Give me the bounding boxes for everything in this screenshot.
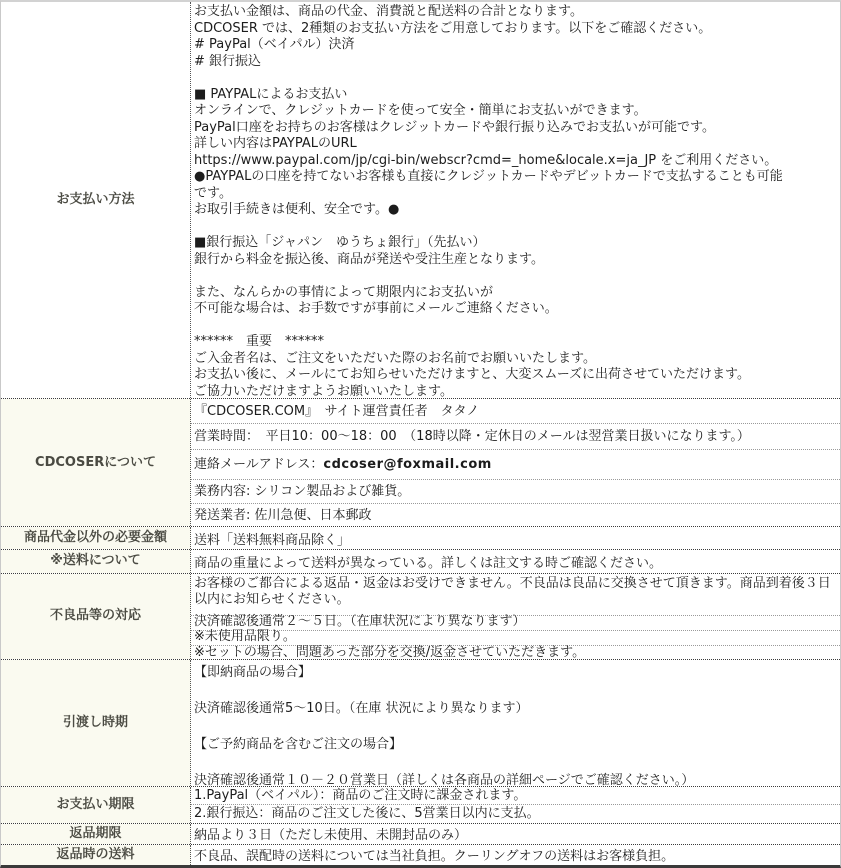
row-label-delivery-time: 引渡し時期: [1, 660, 191, 786]
text-line: ****** 重要 ******: [194, 334, 325, 349]
about-content: [191, 399, 840, 526]
row-payment-deadline: [1, 787, 840, 824]
row-label-about: CDCOSERについて: [1, 399, 191, 526]
text-line: 決済確認後通常１０－２０営業日（詳しくは各商品の詳細ページでご確認ください。）: [194, 772, 695, 786]
text-line: CDCOSER では、2種類のお支払い方法をご用意しております。以下をご確認ください。: [194, 20, 712, 36]
text-line: [194, 718, 836, 736]
row-about: [1, 399, 840, 527]
row-label-payment-method: お支払い方法: [1, 2, 191, 398]
contact-label: 連絡メールアドレス：: [194, 457, 324, 472]
about-contact: [191, 450, 840, 480]
row-return-deadline: [1, 824, 840, 845]
text-line: [194, 70, 836, 87]
row-label-defective: 不良品等の対応: [1, 574, 191, 659]
text-line: # PayPal（ベイパル）決済: [194, 37, 355, 52]
text-line: [194, 754, 836, 772]
about-business: 業務内容: シリコン製品および雑貨。: [191, 480, 840, 504]
text-line: です。: [194, 185, 232, 201]
text-line: お支払い後に、メールにてお知らせいただけますと、大変スムーズに出荷させていただけます。: [194, 367, 751, 382]
text-line: https://www.paypal.com/jp/cgi-bin/webscr?cmd=_home&locale.x=ja_JP をご利用ください。: [194, 152, 778, 168]
text-line: 決済確認後通常２～５日。（在庫状況により異なります）: [191, 616, 840, 631]
row-shipping-note: [1, 550, 840, 573]
about-shipper: 発送業者: 佐川急便、日本郵政: [194, 507, 372, 523]
text-line: お支払い金額は、商品の代金、消費説と配送料の合計となります。: [194, 4, 583, 19]
text-line: ご協力いただけますようお願いいたします。: [194, 383, 453, 398]
text-line: また、なんらかの事情によって期限内にお支払いが: [194, 284, 494, 300]
extra-fees-content: 送料「送料無料商品除く」: [191, 527, 840, 549]
text-line: ■ PAYPALによるお支払い: [194, 86, 348, 102]
row-label-shipping-note: ※送料について: [1, 550, 191, 572]
text-line: 決済確認後通常5～10日。（在庫 状況により異なります）: [194, 700, 529, 716]
row-defective: [1, 574, 840, 660]
text-line: ※未使用品限り。: [191, 631, 840, 646]
row-extra-fees: [1, 527, 840, 550]
text-line: [194, 268, 836, 285]
about-hours: 営業時間： 平日10：00～18：00 （18時以降・定休日のメールは翌営業日扱いになります。）: [191, 424, 840, 450]
row-label-extra-fees: 商品代金以外の必要金額: [1, 527, 191, 549]
about-site: 『CDCOSER.COM』 サイト運営責任者 タタノ: [191, 399, 840, 424]
text-line: 2.銀行振込：商品のご注文した後に、5営業日以内に支払。: [194, 806, 540, 822]
row-label-return-deadline: 返品期限: [1, 824, 191, 844]
shipping-note-content: 商品の重量によって送料が異なっている。詳しくは註文する時ご確認ください。: [191, 550, 840, 572]
return-shipping-content: 不良品、誤配時の送料については当社負担。クーリングオフの送料はお客様負担。: [191, 845, 840, 865]
text-line: 銀行から料金を振込後、商品が発送や受注生産となります。: [194, 251, 544, 267]
text-line: [194, 318, 836, 335]
text-line: 不可能な場合は、お手数ですが事前にメールご連絡ください。: [194, 301, 558, 316]
text-line: 【即納商品の場合】: [194, 664, 312, 680]
text-line: ※セットの場合、問題あった部分を交換/返金させていただきます。: [194, 644, 586, 659]
text-line: 詳しい内容はPAYPALのURL: [194, 136, 357, 151]
text-line: PayPal口座をお持ちのお客様はクレジットカードや銀行振り込みでお支払いが可能です。: [194, 119, 715, 135]
text-line: オンラインで、クレジットカードを使って安全・簡単にお支払いができます。: [194, 103, 647, 118]
delivery-time-content: [191, 660, 840, 786]
payment-method-content: [191, 2, 840, 398]
text-line: # 銀行振込: [194, 53, 262, 69]
text-line: お客様のご都合による返品・返金はお受けできません。不良品は良品に交換させて頂きます。商品到着後３日以内にお知らせください。: [191, 574, 840, 616]
payment-deadline-content: [191, 787, 840, 823]
text-line: ■銀行振込「ジャパン ゆうちょ銀行」（先払い）: [194, 235, 486, 250]
text-line: ご入金者名は、ご注文をいただいた際のお名前でお願いいたします。: [194, 350, 596, 366]
text-line: 1.PayPal（ベイパル）：商品のご注文時に課金されます。: [191, 787, 840, 805]
row-label-return-shipping: 返品時の送料: [1, 845, 191, 865]
row-payment-method: [1, 2, 840, 399]
row-delivery-time: [1, 660, 840, 787]
text-line: お取引手続きは便利、安全です。●: [194, 202, 400, 217]
contact-email: cdcoser@foxmail.com: [323, 457, 492, 472]
row-return-shipping: [1, 845, 840, 865]
defective-content: [191, 574, 840, 659]
text-line: 【ご予約商品を含むご注文の場合】: [194, 736, 403, 752]
text-line: [194, 682, 836, 700]
text-line: [194, 219, 836, 236]
return-deadline-content: 納品より３日（ただし未使用、未開封品のみ）: [191, 824, 840, 844]
text-line: ●PAYPALの口座を持てないお客様も直接にクレジットカードやデビットカードで支払することも可能: [194, 169, 783, 184]
row-label-payment-deadline: お支払い期限: [1, 787, 191, 823]
